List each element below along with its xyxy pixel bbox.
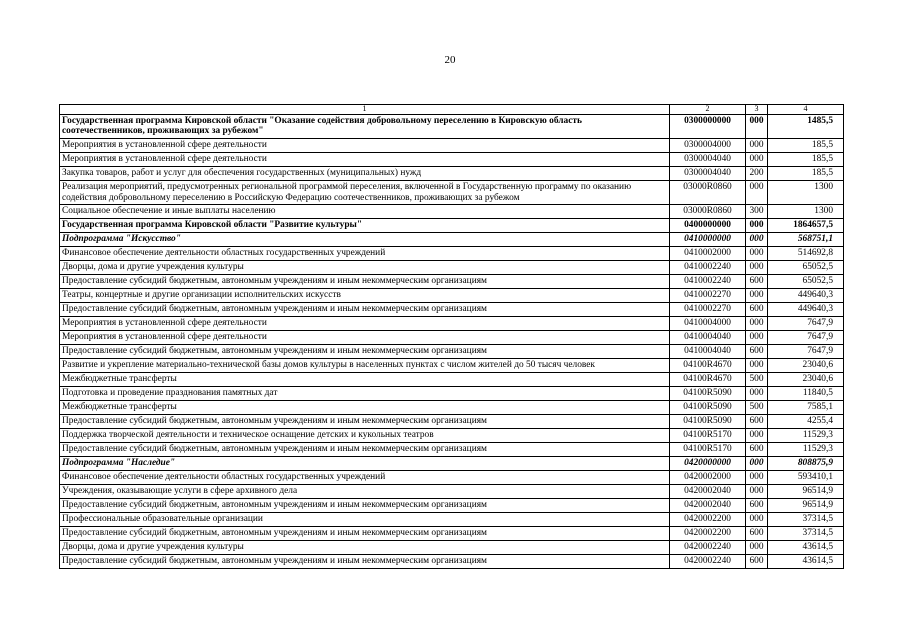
row-code-cell: 03000R0860 [670,181,746,205]
row-name-cell: Дворцы, дома и другие учреждения культуры [60,541,670,555]
row-amount-cell: 1300 [768,205,844,219]
row-amount-cell: 96514,9 [768,485,844,499]
row-type-cell: 000 [746,429,768,443]
row-amount-cell: 593410,1 [768,471,844,485]
row-type-cell: 000 [746,139,768,153]
row-code-cell: 03000R0860 [670,205,746,219]
table-row [60,181,844,205]
row-type-cell: 500 [746,373,768,387]
row-name-cell: Предоставление субсидий бюджетным, автономным учреждениям и иным некоммерческим организациям [60,555,670,569]
row-code-cell: 0420002000 [670,471,746,485]
table-row [60,331,844,345]
table-row [60,233,844,247]
row-code-cell: 0420002200 [670,513,746,527]
row-amount-cell: 185,5 [768,167,844,181]
table-row [60,114,844,138]
row-amount-cell: 7647,9 [768,345,844,359]
row-name-cell: Профессиональные образовательные организации [60,513,670,527]
row-type-cell: 000 [746,457,768,471]
row-amount-cell: 65052,5 [768,275,844,289]
header-col-1: 1 [60,105,670,115]
row-amount-cell: 449640,3 [768,289,844,303]
row-amount-cell: 11529,3 [768,429,844,443]
table-row [60,541,844,555]
row-amount-cell: 7647,9 [768,331,844,345]
row-amount-cell: 1864657,5 [768,219,844,233]
row-type-cell: 000 [746,153,768,167]
table-row [60,429,844,443]
row-amount-cell: 43614,5 [768,541,844,555]
row-name-cell: Финансовое обеспечение деятельности областных государственных учреждений [60,247,670,261]
row-type-cell: 000 [746,233,768,247]
row-amount-cell: 568751,1 [768,233,844,247]
row-code-cell: 0410000000 [670,233,746,247]
row-name-cell: Предоставление субсидий бюджетным, автономным учреждениям и иным некоммерческим организациям [60,275,670,289]
row-code-cell: 04100R4670 [670,359,746,373]
table-row [60,247,844,261]
row-name-cell: Мероприятия в установленной сфере деятельности [60,139,670,153]
row-name-cell: Мероприятия в установленной сфере деятельности [60,331,670,345]
row-amount-cell: 449640,3 [768,303,844,317]
row-type-cell: 000 [746,219,768,233]
row-name-cell: Подпрограмма "Наследие" [60,457,670,471]
row-type-cell: 600 [746,275,768,289]
row-code-cell: 0400000000 [670,219,746,233]
row-type-cell: 600 [746,499,768,513]
table-row [60,289,844,303]
row-code-cell: 04100R5170 [670,443,746,457]
row-code-cell: 0410002240 [670,261,746,275]
row-name-cell: Предоставление субсидий бюджетным, автономным учреждениям и иным некоммерческим организациям [60,527,670,541]
table-row [60,555,844,569]
row-type-cell: 000 [746,387,768,401]
table-header-row [60,105,844,115]
table-row [60,261,844,275]
row-code-cell: 0420002200 [670,527,746,541]
row-type-cell: 000 [746,359,768,373]
table-row [60,387,844,401]
row-type-cell: 600 [746,527,768,541]
table-row [60,139,844,153]
row-code-cell: 0410002270 [670,289,746,303]
row-name-cell: Предоставление субсидий бюджетным, автономным учреждениям и иным некоммерческим организациям [60,303,670,317]
row-code-cell: 0410004040 [670,345,746,359]
table-row [60,219,844,233]
header-col-4: 4 [768,105,844,115]
row-type-cell: 200 [746,167,768,181]
table-row [60,167,844,181]
row-amount-cell: 11529,3 [768,443,844,457]
row-name-cell: Межбюджетные трансферты [60,373,670,387]
table-row [60,345,844,359]
row-name-cell: Подпрограмма "Искусство" [60,233,670,247]
row-amount-cell: 1300 [768,181,844,205]
table-row [60,153,844,167]
table-row [60,499,844,513]
table-row [60,373,844,387]
row-type-cell: 300 [746,205,768,219]
row-name-cell: Предоставление субсидий бюджетным, автономным учреждениям и иным некоммерческим организациям [60,443,670,457]
row-type-cell: 000 [746,247,768,261]
header-col-3: 3 [746,105,768,115]
row-code-cell: 04100R5090 [670,401,746,415]
row-amount-cell: 7585,1 [768,401,844,415]
row-name-cell: Предоставление субсидий бюджетным, автономным учреждениям и иным некоммерческим организациям [60,499,670,513]
row-type-cell: 000 [746,485,768,499]
table-row [60,303,844,317]
table-row [60,317,844,331]
table-row [60,443,844,457]
row-type-cell: 600 [746,345,768,359]
row-code-cell: 0410002270 [670,303,746,317]
row-amount-cell: 65052,5 [768,261,844,275]
row-code-cell: 0300000000 [670,114,746,138]
row-name-cell: Дворцы, дома и другие учреждения культуры [60,261,670,275]
table-row [60,275,844,289]
row-code-cell: 0300004040 [670,153,746,167]
row-code-cell: 0420002040 [670,485,746,499]
table-row [60,513,844,527]
row-amount-cell: 7647,9 [768,317,844,331]
table-row [60,527,844,541]
table-row [60,415,844,429]
row-code-cell: 04100R5090 [670,387,746,401]
row-code-cell: 04100R5090 [670,415,746,429]
row-name-cell: Межбюджетные трансферты [60,401,670,415]
row-amount-cell: 808875,9 [768,457,844,471]
row-name-cell: Мероприятия в установленной сфере деятельности [60,317,670,331]
row-name-cell: Социальное обеспечение и иные выплаты населению [60,205,670,219]
row-name-cell: Поддержка творческой деятельности и техническое оснащение детских и кукольных театров [60,429,670,443]
table-row [60,457,844,471]
budget-table [59,104,844,569]
row-type-cell: 000 [746,331,768,345]
row-name-cell: Театры, концертные и другие организации исполнительских искусств [60,289,670,303]
header-col-2: 2 [670,105,746,115]
row-amount-cell: 96514,9 [768,499,844,513]
row-amount-cell: 37314,5 [768,513,844,527]
row-name-cell: Подготовка и проведение празднования памятных дат [60,387,670,401]
row-amount-cell: 11840,5 [768,387,844,401]
row-name-cell: Развитие и укрепление материально-технической базы домов культуры в населенных пунктах с числом жителей до 50 тысяч человек [60,359,670,373]
row-code-cell: 0410004000 [670,317,746,331]
row-type-cell: 000 [746,181,768,205]
row-type-cell: 500 [746,401,768,415]
row-name-cell: Государственная программа Кировской области "Оказание содействия добровольному переселению в Кировскую область соотечественников, проживающих за рубежом" [60,114,670,138]
row-type-cell: 000 [746,513,768,527]
row-type-cell: 600 [746,303,768,317]
row-type-cell: 000 [746,261,768,275]
table-row [60,485,844,499]
row-type-cell: 000 [746,471,768,485]
row-name-cell: Государственная программа Кировской области "Развитие культуры" [60,219,670,233]
row-amount-cell: 185,5 [768,139,844,153]
row-code-cell: 0420002240 [670,541,746,555]
row-type-cell: 000 [746,317,768,331]
row-name-cell: Мероприятия в установленной сфере деятельности [60,153,670,167]
row-type-cell: 600 [746,555,768,569]
row-type-cell: 000 [746,289,768,303]
row-amount-cell: 23040,6 [768,359,844,373]
row-amount-cell: 4255,4 [768,415,844,429]
row-name-cell: Предоставление субсидий бюджетным, автономным учреждениям и иным некоммерческим организациям [60,345,670,359]
row-amount-cell: 23040,6 [768,373,844,387]
row-amount-cell: 514692,8 [768,247,844,261]
row-amount-cell: 1485,5 [768,114,844,138]
row-type-cell: 600 [746,415,768,429]
row-type-cell: 600 [746,443,768,457]
row-name-cell: Предоставление субсидий бюджетным, автономным учреждениям и иным некоммерческим организациям [60,415,670,429]
table-row [60,359,844,373]
table-row [60,401,844,415]
table-row [60,471,844,485]
row-code-cell: 0410002240 [670,275,746,289]
row-amount-cell: 43614,5 [768,555,844,569]
row-code-cell: 0420002040 [670,499,746,513]
row-type-cell: 000 [746,114,768,138]
row-code-cell: 0300004040 [670,167,746,181]
table-row [60,205,844,219]
row-code-cell: 04100R5170 [670,429,746,443]
row-name-cell: Закупка товаров, работ и услуг для обеспечения государственных (муниципальных) нужд [60,167,670,181]
row-type-cell: 000 [746,541,768,555]
page-number: 20 [444,54,456,66]
row-name-cell: Финансовое обеспечение деятельности областных государственных учреждений [60,471,670,485]
row-name-cell: Реализация мероприятий, предусмотренных региональной программой переселения, включенной в Государственную программу по оказанию содействия добровольному переселению в Российскую Федерацию соотечественников, проживающих за рубежом [60,181,670,205]
row-code-cell: 0300004000 [670,139,746,153]
row-code-cell: 0410004040 [670,331,746,345]
row-code-cell: 04100R4670 [670,373,746,387]
row-amount-cell: 37314,5 [768,527,844,541]
row-name-cell: Учреждения, оказывающие услуги в сфере архивного дела [60,485,670,499]
row-amount-cell: 185,5 [768,153,844,167]
row-code-cell: 0420002240 [670,555,746,569]
row-code-cell: 0420000000 [670,457,746,471]
row-code-cell: 0410002000 [670,247,746,261]
